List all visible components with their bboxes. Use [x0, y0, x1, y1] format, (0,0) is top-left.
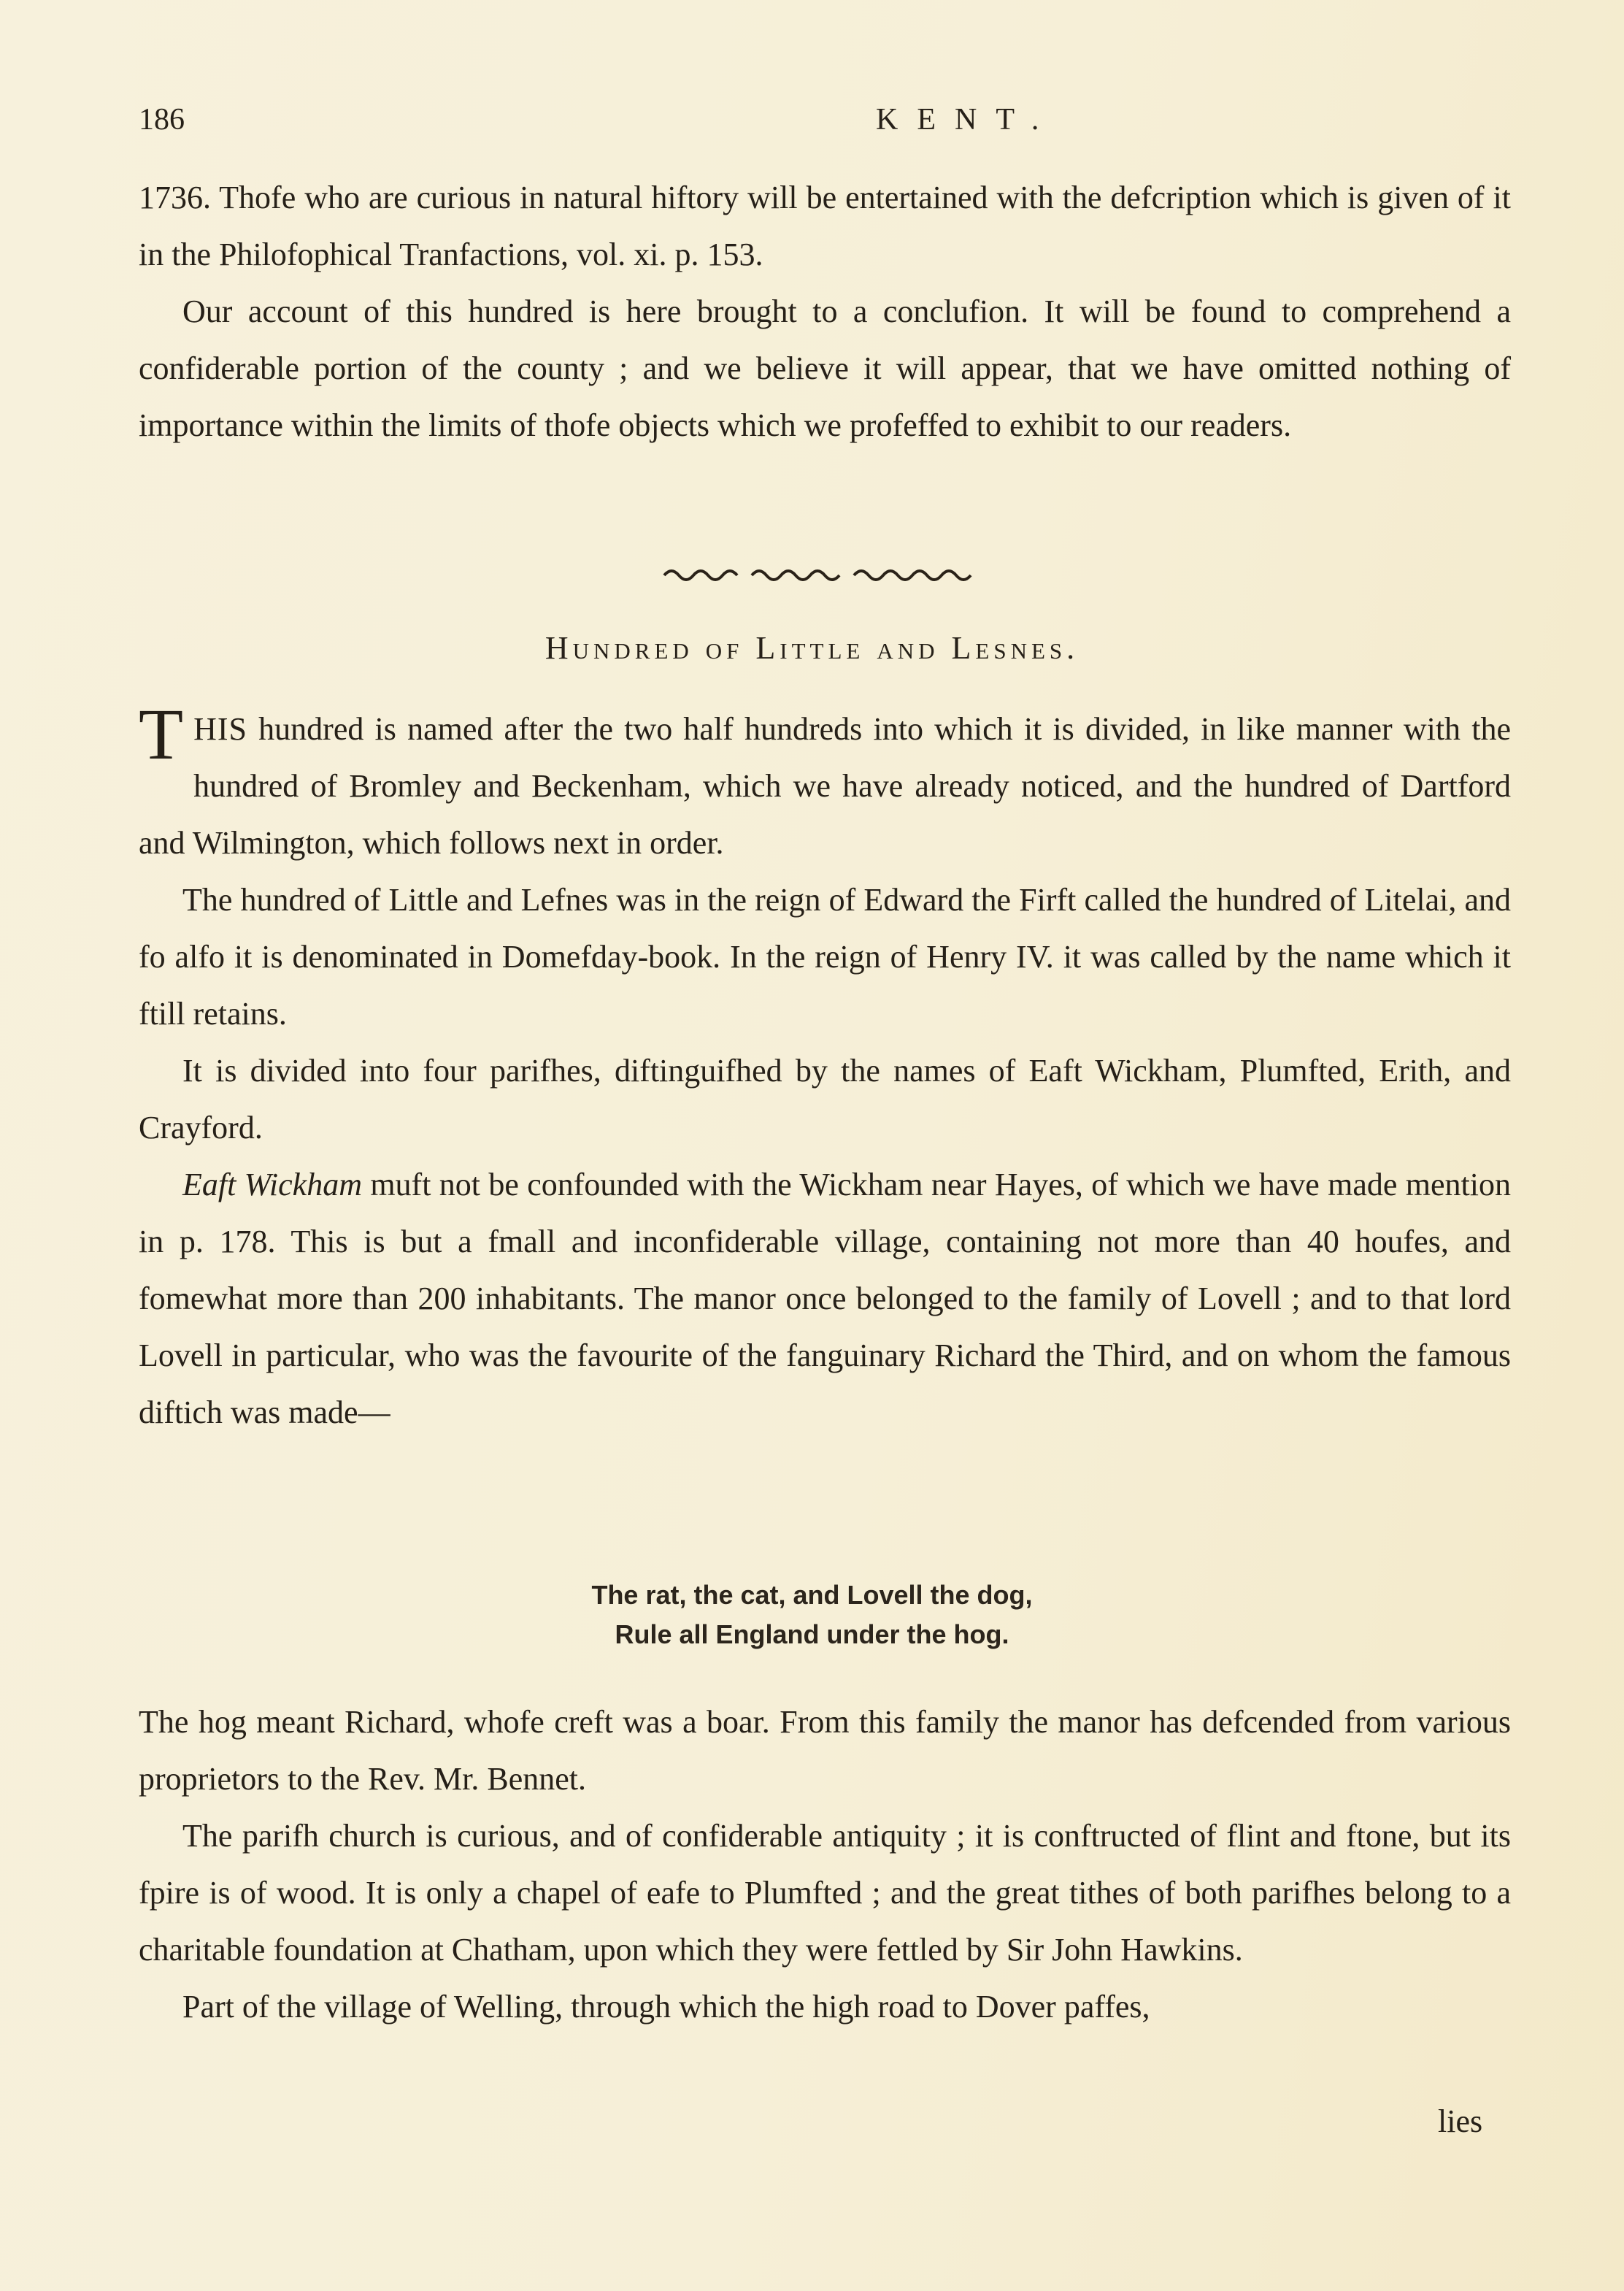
- verse-line: Rule all England under the hog.: [615, 1619, 1009, 1649]
- east-wickham-italic: Eaft Wickham: [182, 1167, 362, 1202]
- catchword: lies: [1438, 2103, 1483, 2139]
- drop-cap-continuation: HIS: [193, 711, 247, 747]
- paragraph-four-parishes: It is divided into four parifhes, diftinguifhed by the names of Eaft Wickham, Plumfted, Erith, and Crayford.: [139, 1053, 1511, 1146]
- paragraph-welling: Part of the village of Welling, through which the high road to Dover paffes,: [182, 1989, 1150, 2025]
- running-head: KENT.: [876, 103, 1058, 137]
- page-number: 186: [139, 103, 185, 137]
- paragraph-text: muft not be confounded with the Wickham near Hayes, of which we have made mention in p. 178. This is but a fmall and inconfiderable village, containing not more than 40 houfes, and fomewhat more than 200 inhabitants. The manor once belonged to the family of Lovell ; and to that lord Lovell in particular, who was the favourite of the fanguinary Richard the Third, and on whom the famous diftich was made—: [139, 1167, 1511, 1430]
- decorative-ornament-icon: [661, 562, 974, 584]
- paragraph-hog: The hog meant Richard, whofe creft was a boar. From this family the manor has defcended from various proprietors to the Rev. Mr. Bennet.: [139, 1704, 1511, 1797]
- main-text-block: [139, 694, 1511, 1441]
- verse-distich: [0, 1576, 1624, 1654]
- paragraph-litelai: The hundred of Little and Lefnes was in the reign of Edward the Firft called the hundred of Litelai, and fo alfo it is denominated in Domefday-book. In the reign of Henry IV. it was called by the name which it ftill retains.: [139, 882, 1511, 1032]
- paragraph-conclusion: Our account of this hundred is here brought to a conclufion. It will be found to comprehend a confiderable portion of the county ; and we believe it will appear, that we have omitted nothing of importance within the limits of thofe objects which we profeffed to exhibit to our readers.: [139, 293, 1511, 443]
- page-header: [139, 102, 1511, 146]
- paragraph-1736: 1736. Thofe who are curious in natural hiftory will be entertained with the defcription which is given of it in the Philofophical Tranfactions, vol. xi. p. 153.: [139, 180, 1511, 272]
- paragraph-east-wickham: [139, 1156, 1511, 1441]
- paragraph-this-hundred: [139, 694, 1511, 872]
- section-heading: Hundred of Little and Lesnes.: [544, 630, 1080, 666]
- paragraph-church: The parifh church is curious, and of confiderable antiquity ; it is conftructed of flint and ftone, but its fpire is of wood. It is only a chapel of eafe to Plumfted ; and the great tithes of both parifhes belong to a charitable foundation at Chatham, upon which they were fettled by Sir John Hawkins.: [139, 1818, 1511, 1968]
- drop-cap: T: [139, 694, 184, 775]
- opening-text-block: [139, 169, 1511, 454]
- verse-line: The rat, the cat, and Lovell the dog,: [591, 1580, 1033, 1610]
- closing-text-block: [139, 1694, 1511, 2035]
- paragraph-text: hundred is named after the two half hundreds into which it is divided, in like manner with the hundred of Bromley and Beckenham, which we have already noticed, and the hundred of Dartford and Wilmington, which follows next in order.: [139, 711, 1511, 861]
